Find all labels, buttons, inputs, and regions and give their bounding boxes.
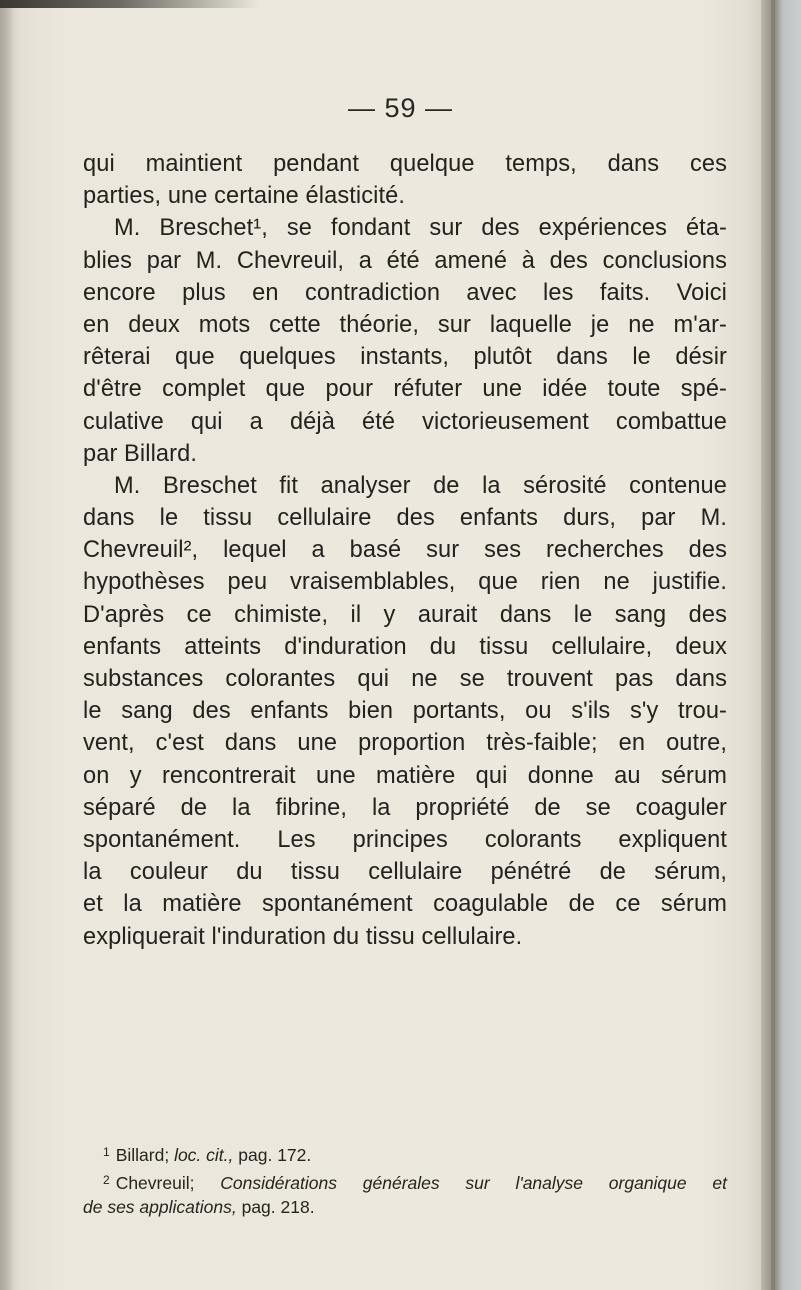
page-corner-shadow — [0, 0, 260, 8]
page-number: — 59 — — [347, 93, 454, 123]
text-line: spontanément. Les principes colorants expliquent — [83, 826, 727, 853]
body-text — [83, 148, 727, 953]
footnote-number: 1 — [103, 1145, 110, 1159]
text-line: d'être complet que pour réfuter une idée toute spé- — [83, 376, 727, 403]
text-line: vent, c'est dans une proportion très-faible; en outre, — [83, 730, 727, 757]
text-line: par Billard. — [83, 440, 197, 467]
text-line: séparé de la fibrine, la propriété de se coaguler — [83, 794, 727, 821]
text-line: hypothèses peu vraisemblables, que rien ne justifie. — [83, 569, 727, 596]
page-gutter-shadow — [0, 0, 14, 1290]
text-line: Chevreuil², lequel a basé sur ses recherches des — [83, 537, 727, 564]
text-line: et la matière spontanément coagulable de ce sérum — [83, 891, 727, 918]
text-line: blies par M. Chevreuil, a été amené à des conclusions — [83, 247, 727, 274]
book-spine-edge — [771, 0, 775, 1290]
book-spine — [761, 0, 801, 1290]
footnote-2-continued — [83, 1195, 727, 1220]
footnote-title: Considérations générales sur l'analyse organique et — [220, 1172, 727, 1193]
text-line: rêterai que quelques instants, plutôt dans le désir — [83, 344, 727, 371]
footnote-2 — [83, 1168, 727, 1196]
text-line: M. Breschet¹, se fondant sur des expériences éta- — [114, 215, 727, 242]
footnote-number: 2 — [103, 1172, 110, 1187]
footnote-page: pag. 218. — [241, 1197, 315, 1217]
footnotes — [83, 1140, 727, 1220]
text-line: expliquerait l'induration du tissu cellulaire. — [83, 923, 523, 950]
text-line: la couleur du tissu cellulaire pénétré de sérum, — [83, 859, 727, 886]
footnote-1 — [83, 1140, 727, 1168]
text-line: dans le tissu cellulaire des enfants durs, par M. — [83, 505, 727, 532]
text-line: substances colorantes qui ne se trouvent pas dans — [83, 666, 727, 692]
text-line: parties, une certaine élasticité. — [83, 183, 405, 210]
footnote-reference: loc. cit., — [174, 1145, 234, 1165]
footnote-author: Chevreuil; — [115, 1172, 195, 1193]
text-line: on y rencontrerait une matière qui donne au sérum — [83, 762, 727, 789]
text-line: qui maintient pendant quelque temps, dans ces — [83, 151, 727, 177]
text-line: encore plus en contradiction avec les faits. Voici — [83, 279, 727, 306]
text-line: M. Breschet fit analyser de la sérosité contenue — [114, 472, 727, 499]
footnote-page: pag. 172. — [238, 1145, 312, 1165]
text-line: D'après ce chimiste, il y aurait dans le sang des — [83, 601, 727, 628]
text-line: enfants atteints d'induration du tissu cellulaire, deux — [83, 633, 727, 660]
text-line: le sang des enfants bien portants, ou s'ils s'y trou- — [83, 698, 727, 725]
footnote-title-continued: de ses applications, — [83, 1197, 237, 1217]
text-line: culative qui a déjà été victorieusement combattue — [83, 408, 727, 435]
footnote-author: Billard; — [115, 1145, 170, 1165]
text-line: en deux mots cette théorie, sur laquelle je ne m'ar- — [83, 311, 727, 338]
